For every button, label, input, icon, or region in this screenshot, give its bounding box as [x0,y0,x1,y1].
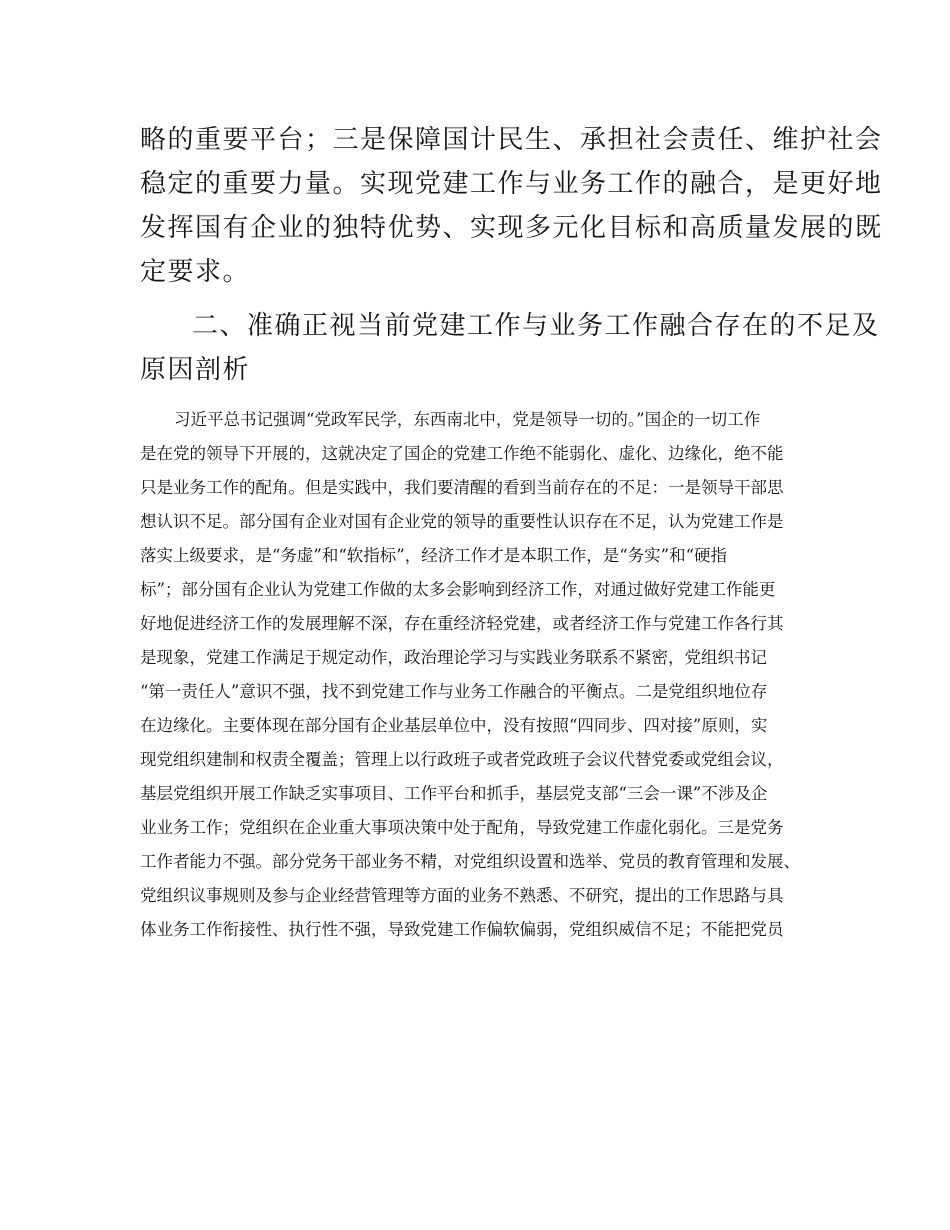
paragraph-2-line-8: 是现象，党建工作满足于规定动作，政治理论学习与实践业务联系不紧密，党组织书记 [140,648,767,667]
paragraph-2-line-3: 只是业务工作的配角。但是实践中，我们要清醒的看到当前存在的不足：一是领导干部思 [140,478,784,497]
paragraph-2-line-6: 标”；部分国有企业认为党建工作做的太多会影响到经济工作，对通过做好党建工作能更 [140,580,776,599]
paragraph-2-line-5: 落实上级要求，是“务虚”和“软指标”，经济工作才是本职工作，是“务实”和“硬指 [140,546,728,565]
paragraph-1-line-4: 定要求。 [140,257,251,287]
paragraph-2-line-10: 在边缘化。主要体现在部分国有企业基层单位中，没有按照“四同步、四对接”原则，实 [140,716,768,735]
paragraph-2-line-9: “第一责任人”意识不强，找不到党建工作与业务工作融合的平衡点。二是党组织地位存 [140,682,768,701]
paragraph-2-line-15: 党组织议事规则及参与企业经营管理等方面的业务不熟悉、不研究，提出的工作思路与具 [140,886,784,905]
paragraph-2-line-2: 是在党的领导下开展的，这就决定了国企的党建工作绝不能弱化、虚化、边缘化，绝不能 [140,444,784,463]
paragraph-2-line-1: 习近平总书记强调“党政军民学，东西南北中，党是领导一切的。”国企的一切工作 [174,410,761,429]
section-heading-line-1: 二、准确正视当前党建工作与业务工作融合存在的不足及 [192,311,880,341]
paragraph-2-line-12: 基层党组织开展工作缺乏实事项目、工作平台和抓手，基层党支部“三会一课”不涉及企 [140,784,768,803]
paragraph-2-line-14: 工作者能力不强。部分党务干部业务不精，对党组织设置和选举、党员的教育管理和发展、 [140,852,800,871]
paragraph-2-line-11: 现党组织建制和权责全覆盖；管理上以行政班子或者党政班子会议代替党委或党组会议， [140,750,784,769]
paragraph-1-line-2: 稳定的重要力量。实现党建工作与业务工作的融合，是更好地 [140,169,883,199]
paragraph-1-line-1: 略的重要平台；三是保障国计民生、承担社会责任、维护社会 [140,125,883,155]
paragraph-2-line-16: 体业务工作衔接性、执行性不强，导致党建工作偏软偏弱，党组织威信不足；不能把党员 [140,920,784,939]
section-heading-line-2: 原因剖析 [140,355,251,385]
paragraph-2-line-4: 想认识不足。部分国有企业对国有企业党的领导的重要性认识存在不足，认为党建工作是 [140,512,784,531]
paragraph-1-line-3: 发挥国有企业的独特优势、实现多元化目标和高质量发展的既 [140,213,883,243]
paragraph-2-line-7: 好地促进经济工作的发展理解不深，存在重经济轻党建，或者经济工作与党建工作各行其 [140,614,784,633]
paragraph-2-line-13: 业业务工作；党组织在企业重大事项决策中处于配角，导致党建工作虚化弱化。三是党务 [140,818,784,837]
